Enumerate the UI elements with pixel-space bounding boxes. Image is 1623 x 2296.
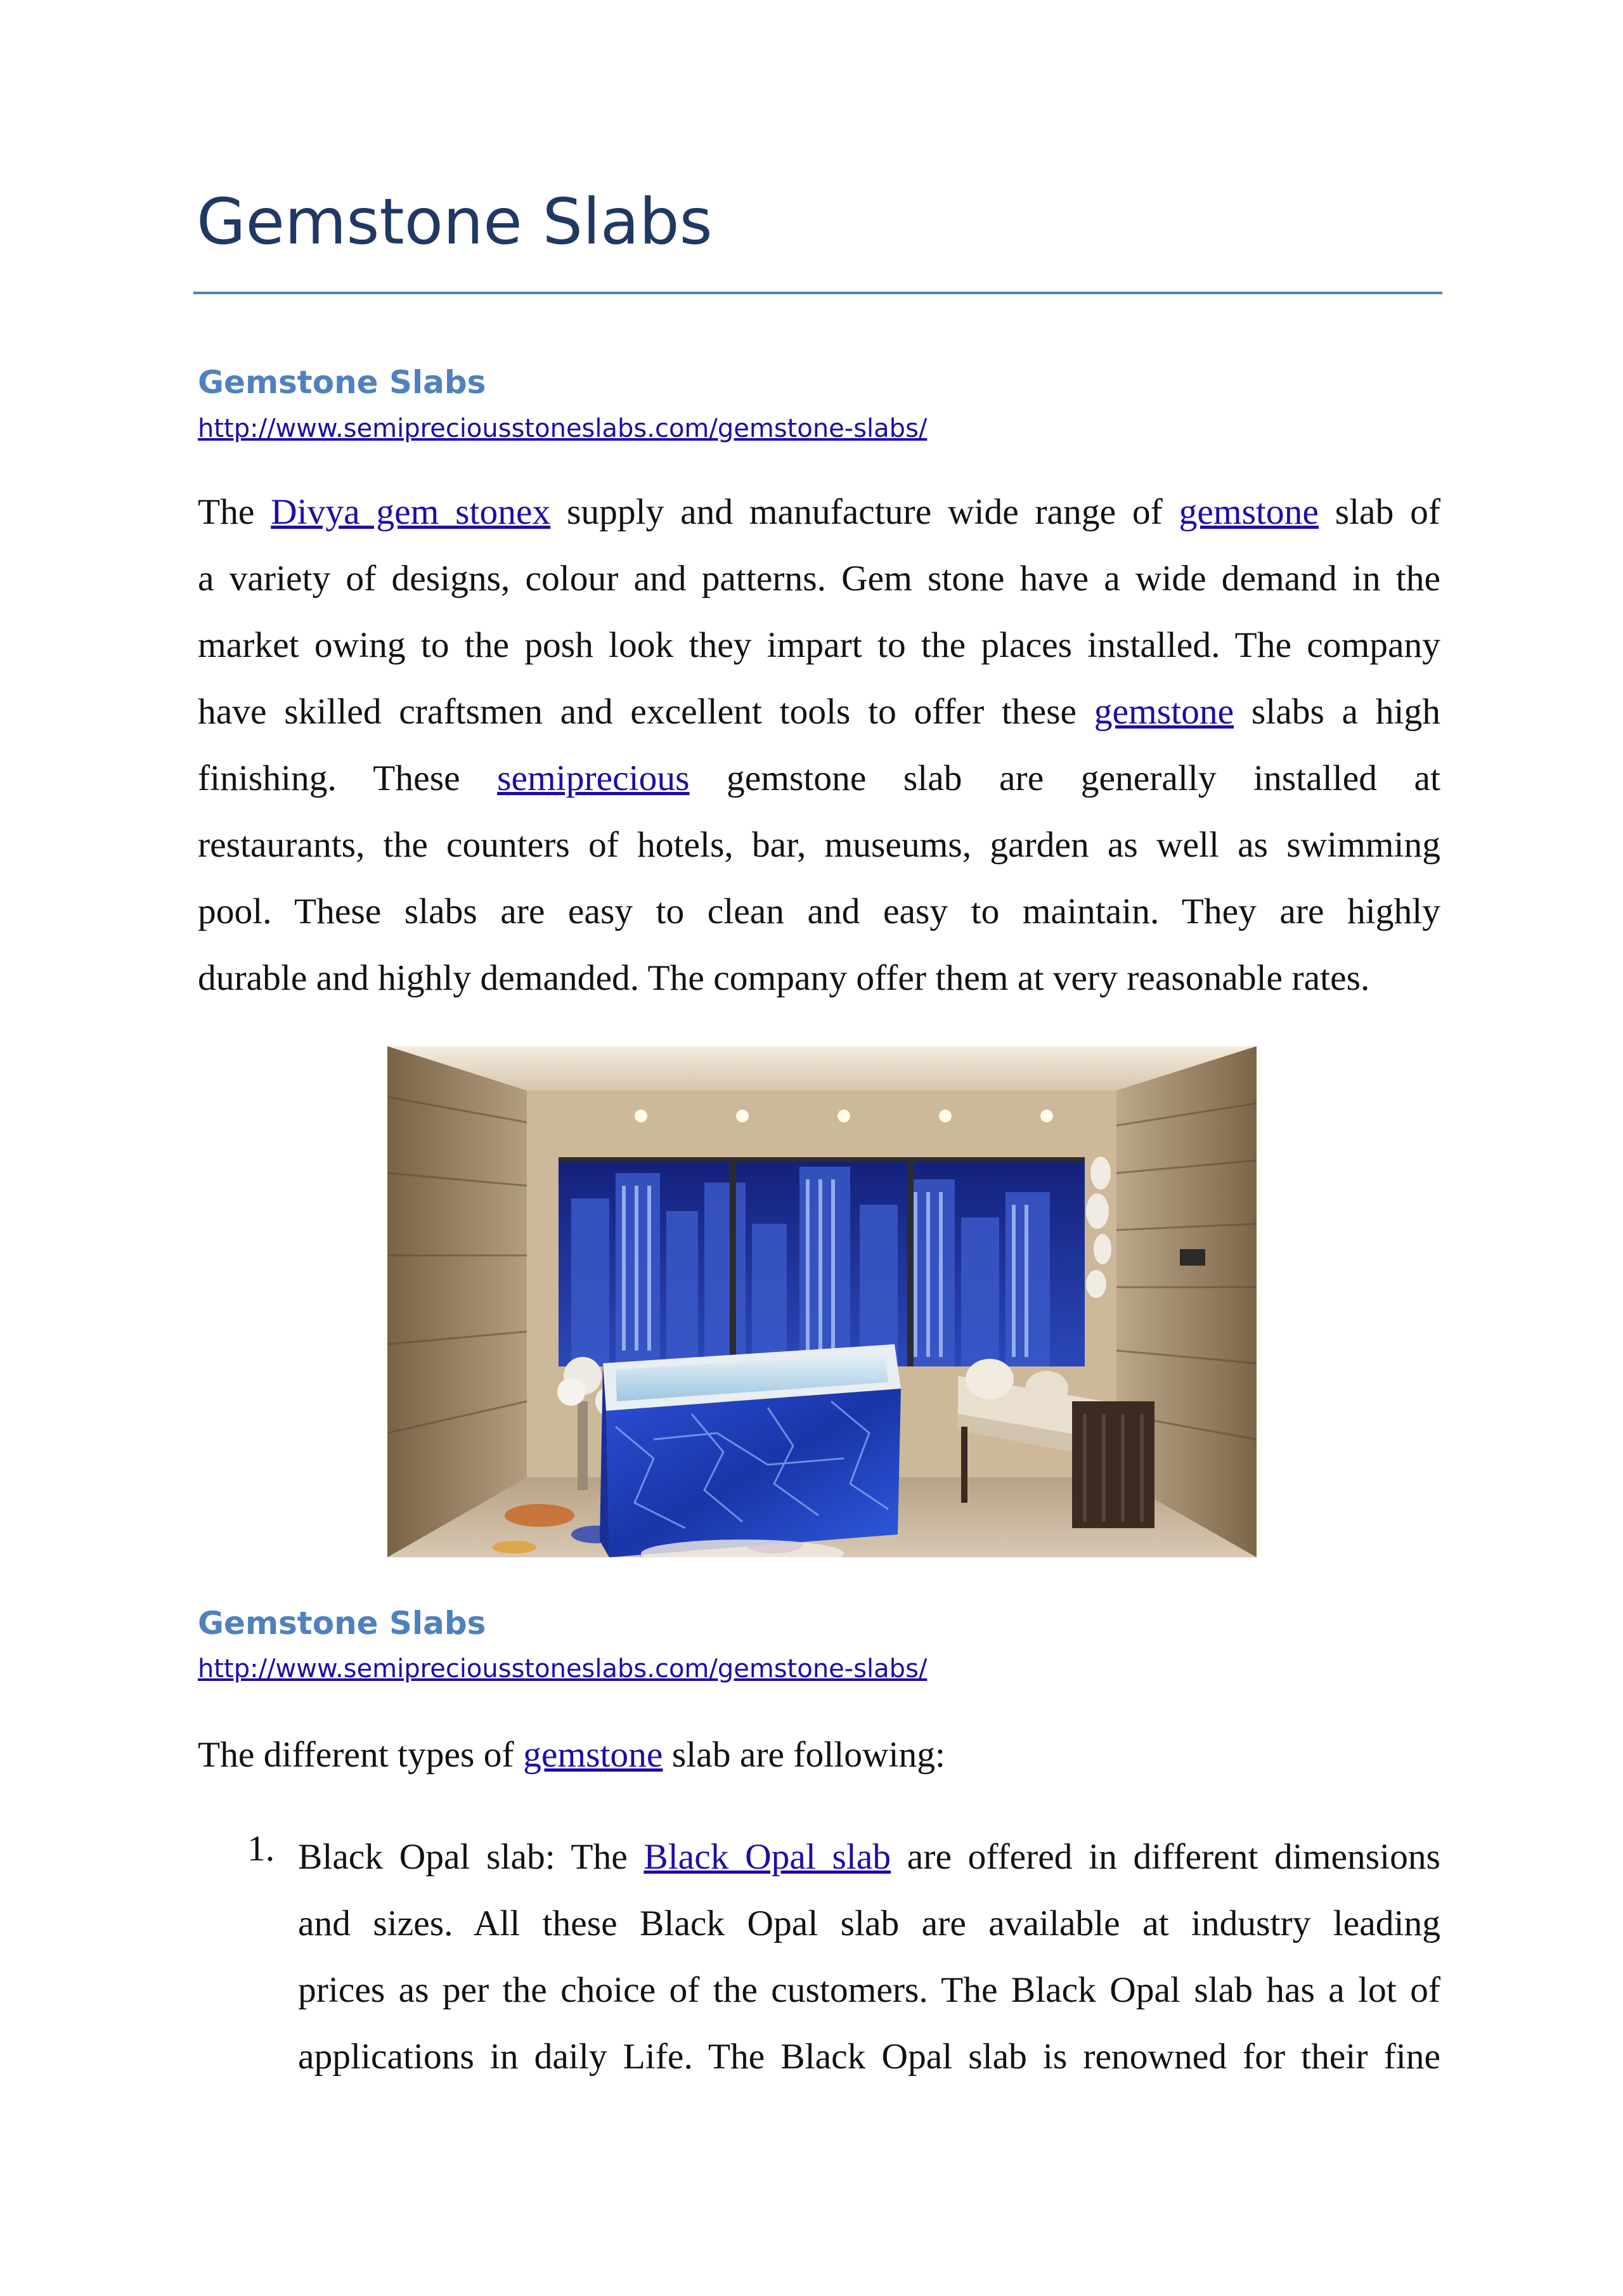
intro-paragraph <box>198 479 1440 1011</box>
paragraph-line: The Divya gem stonex supply and manufacture wide range of gemstone slab of <box>198 492 1440 532</box>
black-opal-slab-link[interactable]: Black Opal slab <box>643 1837 891 1877</box>
paragraph-line: have skilled craftsmen and excellent tools to offer these gemstone slabs a high <box>198 692 1440 732</box>
section-heading-1: Gemstone Slabs <box>198 364 486 401</box>
page-title: Gemstone Slabs <box>197 185 713 259</box>
list-line: Black Opal slab: The Black Opal slab are offered in different dimensions <box>298 1837 1440 1877</box>
title-divider <box>193 292 1442 294</box>
paragraph-line: finishing. These semiprecious gemstone slab are generally installed at <box>198 758 1440 798</box>
paragraph-line: durable and highly demanded. The company offer them at very reasonable rates. <box>198 958 1370 998</box>
semiprecious-link[interactable]: semiprecious <box>497 758 690 798</box>
paragraph-line: market owing to the posh look they impart to the places installed. The company <box>198 625 1440 665</box>
bathroom-photo <box>387 1046 1257 1557</box>
bathroom-illustration <box>387 1046 1257 1557</box>
list-item-number: 1. <box>247 1829 275 1869</box>
gemstone-link[interactable]: gemstone <box>523 1735 663 1775</box>
types-intro-line: The different types of gemstone slab are following: <box>198 1735 945 1775</box>
list-line: and sizes. All these Black Opal slab are available at industry leading <box>298 1904 1440 1943</box>
section-url-link-1[interactable]: http://www.semipreciousstoneslabs.com/gemstone-slabs/ <box>198 414 928 443</box>
gemstone-link[interactable]: gemstone <box>1094 692 1234 732</box>
section-url-link-2[interactable]: http://www.semipreciousstoneslabs.com/gemstone-slabs/ <box>198 1654 928 1683</box>
gemstone-link[interactable]: gemstone <box>1179 492 1319 532</box>
paragraph-line: restaurants, the counters of hotels, bar, museums, garden as well as swimming <box>198 825 1440 865</box>
paragraph-line: pool. These slabs are easy to clean and easy to maintain. They are highly <box>198 892 1440 931</box>
list-item-black-opal <box>298 1824 1440 2090</box>
divya-gem-stonex-link[interactable]: Divya gem stonex <box>271 492 551 532</box>
section-heading-2: Gemstone Slabs <box>198 1605 486 1642</box>
list-line: prices as per the choice of the customers. The Black Opal slab has a lot of <box>298 1970 1440 2010</box>
list-line: applications in daily Life. The Black Opal slab is renowned for their fine <box>298 2037 1440 2077</box>
paragraph-line: a variety of designs, colour and patterns. Gem stone have a wide demand in the <box>198 559 1440 599</box>
